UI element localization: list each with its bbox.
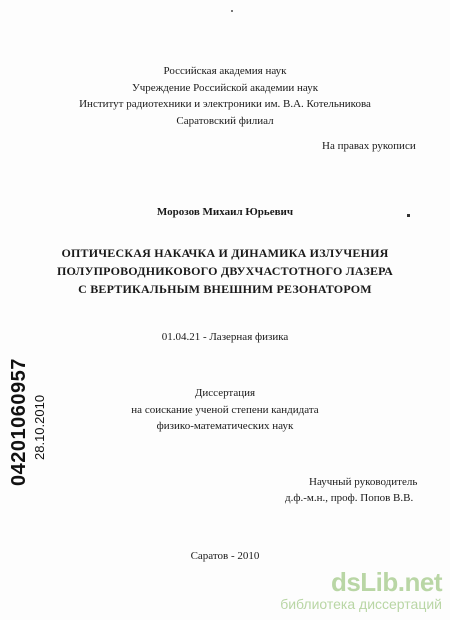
watermark-logo: dsLib.net xyxy=(330,567,442,597)
dissertation-degree: на соискание ученой степени кандидата xyxy=(131,404,319,416)
supervisor-name: д.ф.-м.н., проф. Попов В.В. xyxy=(285,492,414,504)
title-line-2: ПОЛУПРОВОДНИКОВОГО ДВУХЧАСТОТНОГО ЛАЗЕРА xyxy=(56,264,394,278)
dissertation-label: Диссертация xyxy=(194,387,256,399)
watermark-subtitle: библиотека диссертаций xyxy=(280,596,442,612)
header-academy: Российская академия наук xyxy=(163,65,287,77)
city-year: Саратов - 2010 xyxy=(190,550,260,562)
stamp-number: 04201060957 xyxy=(8,358,30,486)
specialty-code: 01.04.21 - Лазерная физика xyxy=(161,331,289,343)
dissertation-field: физико-математических наук xyxy=(156,420,294,432)
library-stamp xyxy=(8,360,60,500)
title-line-1: ОПТИЧЕСКАЯ НАКАЧКА И ДИНАМИКА ИЗЛУЧЕНИЯ xyxy=(61,246,389,260)
header-institute: Институт радиотехники и электроники им. В.А. Котельникова xyxy=(79,98,371,110)
supervisor-label: Научный руководитель xyxy=(309,476,418,488)
stamp-date: 28.10.2010 xyxy=(32,394,47,460)
scan-mark xyxy=(407,214,410,217)
dslib-watermark xyxy=(280,568,442,612)
scan-dot xyxy=(231,10,233,12)
header-institution: Учреждение Российской академии наук xyxy=(131,82,319,94)
title-line-3: С ВЕРТИКАЛЬНЫМ ВНЕШНИМ РЕЗОНАТОРОМ xyxy=(78,282,372,296)
header-branch: Саратовский филиал xyxy=(176,115,274,127)
manuscript-note: На правах рукописи xyxy=(322,140,416,152)
author-name: Морозов Михаил Юрьевич xyxy=(156,206,294,218)
